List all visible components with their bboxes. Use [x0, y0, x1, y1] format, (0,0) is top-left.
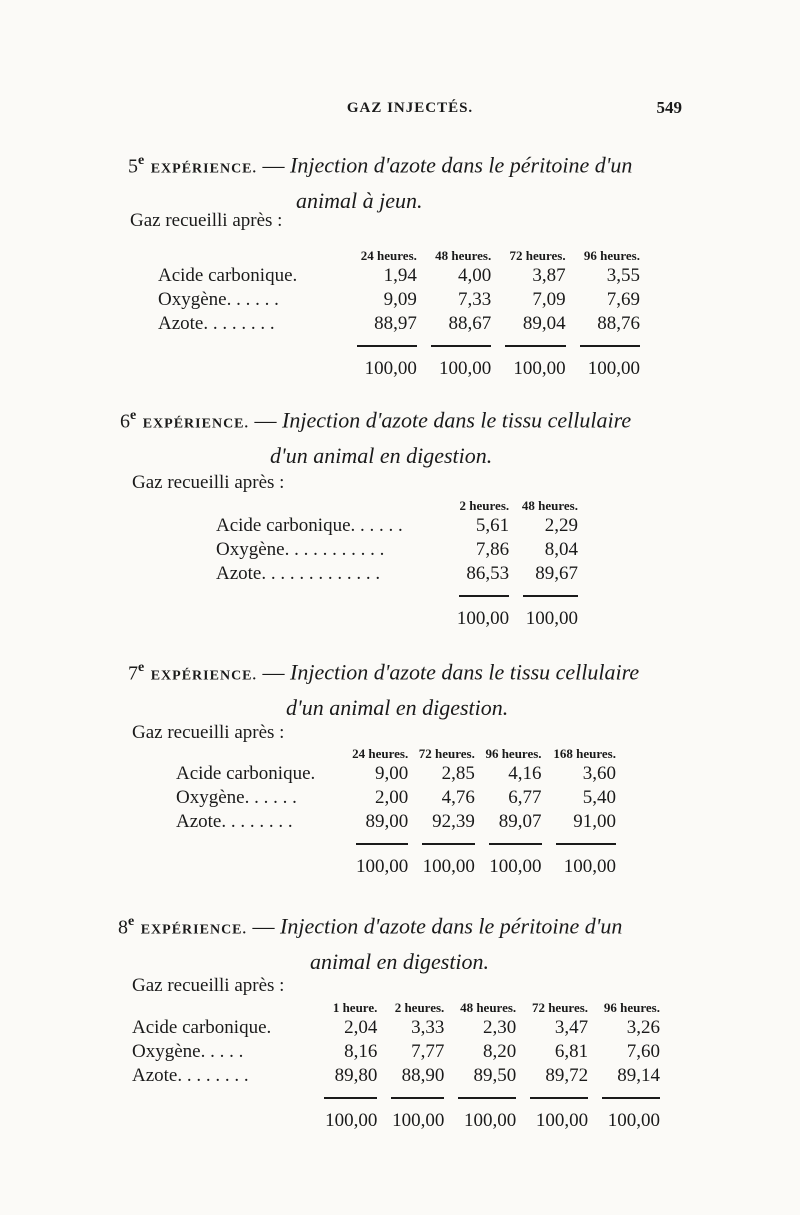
- table-row: [216, 538, 578, 562]
- experiment-description-line2: d'un animal en digestion.: [286, 695, 509, 721]
- gas-value: 86,53: [466, 563, 510, 584]
- gas-value: 8,04: [544, 539, 578, 560]
- sum-rule-line: [489, 843, 542, 845]
- rule-cell: [588, 1088, 660, 1102]
- total-value: 100,00: [456, 608, 510, 629]
- experiment-8-heading: [118, 906, 688, 978]
- sum-rule-row: [132, 1088, 660, 1102]
- column-header: 48 heures.: [521, 498, 578, 513]
- experiment-description-line1: Injection d'azote dans le péritoine d'un: [280, 913, 623, 939]
- gas-value: 88,76: [597, 313, 640, 334]
- gas-value: 88,67: [448, 313, 492, 334]
- column-header: 48 heures.: [460, 1000, 517, 1015]
- table-row: [158, 288, 640, 312]
- column-header: 2 heures.: [394, 1000, 445, 1015]
- em-dash: —: [262, 659, 285, 685]
- em-dash: —: [262, 152, 285, 178]
- rule-spacer: [216, 586, 445, 600]
- total-value: 100,00: [392, 1110, 445, 1131]
- rule-cell: [408, 834, 475, 848]
- column-header: 24 heures.: [360, 248, 417, 263]
- rule-spacer: [132, 1088, 310, 1102]
- gas-value: 5,61: [475, 515, 510, 536]
- totals-spacer: [216, 600, 445, 630]
- experiment-number: 5: [128, 155, 138, 178]
- sum-rule-line: [324, 1097, 377, 1099]
- total-value: 100,00: [607, 1110, 660, 1131]
- experiment-description-line1: Injection d'azote dans le péritoine d'un: [290, 152, 633, 178]
- experiment-number-suffix: e: [138, 660, 146, 675]
- sum-rule-line: [602, 1097, 660, 1099]
- total-value: 100,00: [463, 1110, 517, 1131]
- experiment-description-line2: animal en digestion.: [310, 949, 490, 975]
- experiment-6-heading: [120, 400, 690, 472]
- experiment-number-suffix: e: [130, 408, 138, 423]
- experiment-description-line1: Injection d'azote dans le tissu cellulaire: [290, 659, 640, 685]
- rule-cell: [566, 336, 640, 350]
- sum-rule-row: [216, 586, 578, 600]
- gas-table-experiment-5: [158, 244, 640, 380]
- header-spacer: [216, 494, 445, 514]
- gas-collected-label: Gaz recueilli après :: [132, 472, 285, 493]
- gas-collected-label: Gaz recueilli après :: [130, 210, 283, 231]
- rule-spacer: [158, 336, 343, 350]
- table-row: [216, 514, 578, 538]
- gas-value: 4,16: [508, 763, 542, 784]
- sum-rule-line: [357, 345, 417, 347]
- sum-rule-line: [580, 345, 640, 347]
- column-header: 72 heures.: [418, 746, 475, 761]
- table-row: [132, 1040, 660, 1064]
- gas-value: 89,14: [617, 1065, 660, 1086]
- gas-table-experiment-8: [132, 996, 660, 1132]
- em-dash: —: [254, 407, 277, 433]
- rule-spacer: [176, 834, 342, 848]
- gas-value: 4,76: [441, 787, 475, 808]
- gas-value: 7,60: [626, 1041, 660, 1062]
- gas-value: 89,04: [522, 313, 566, 334]
- sum-rule-line: [458, 1097, 516, 1099]
- gas-name: Oxygène. . . . . .: [176, 787, 297, 808]
- table-header-row: [176, 742, 616, 762]
- gas-collected-label: Gaz recueilli après :: [132, 975, 285, 996]
- totals-row: [216, 600, 578, 630]
- rule-cell: [542, 834, 616, 848]
- sum-rule-line: [356, 843, 409, 845]
- experiment-number: 7: [128, 662, 138, 685]
- page-number: 549: [656, 98, 682, 117]
- rule-cell: [509, 586, 578, 600]
- gas-value: 88,97: [374, 313, 417, 334]
- gas-value: 9,00: [374, 763, 409, 784]
- gas-value: 3,87: [532, 265, 566, 286]
- gas-value: 8,20: [482, 1041, 517, 1062]
- total-value: 100,00: [489, 856, 542, 877]
- gas-value: 7,86: [475, 539, 510, 560]
- gas-value: 89,50: [473, 1065, 517, 1086]
- total-value: 100,00: [422, 856, 475, 877]
- gas-value: 4,00: [458, 265, 492, 286]
- gas-value: 3,60: [582, 763, 616, 784]
- table-row: [176, 762, 616, 786]
- totals-spacer: [132, 1102, 310, 1132]
- rule-cell: [491, 336, 565, 350]
- gas-value: 9,09: [383, 289, 417, 310]
- gas-value: 3,47: [554, 1017, 589, 1038]
- em-dash: —: [252, 913, 275, 939]
- experiment-label: EXPÉRIENCE.: [150, 668, 258, 684]
- gas-value: 2,00: [374, 787, 409, 808]
- totals-row: [176, 848, 616, 878]
- total-value: 100,00: [364, 358, 417, 379]
- gas-value: 3,26: [626, 1017, 660, 1038]
- gas-value: 89,00: [365, 811, 409, 832]
- totals-spacer: [158, 350, 343, 380]
- sum-rule-line: [459, 595, 509, 597]
- table-row: [158, 312, 640, 336]
- totals-row: [158, 350, 640, 380]
- totals-row: [132, 1102, 660, 1132]
- experiment-description-line1: Injection d'azote dans le tissu cellulaire: [282, 407, 632, 433]
- experiment-7-heading: [128, 652, 688, 724]
- header-spacer: [176, 742, 342, 762]
- gas-value: 89,72: [545, 1065, 589, 1086]
- experiment-label: EXPÉRIENCE.: [140, 922, 248, 938]
- rule-cell: [310, 1088, 377, 1102]
- sum-rule-line: [391, 1097, 444, 1099]
- total-value: 100,00: [439, 358, 492, 379]
- gas-value: 88,90: [401, 1065, 445, 1086]
- experiment-5-heading: [128, 145, 688, 217]
- gas-collected-label: Gaz recueilli après :: [132, 722, 285, 743]
- column-header: 72 heures.: [509, 248, 566, 263]
- gas-name: Oxygène. . . . .: [132, 1041, 244, 1062]
- gas-value: 2,85: [441, 763, 475, 784]
- column-header: 24 heures.: [352, 746, 409, 761]
- gas-value: 7,69: [606, 289, 640, 310]
- column-header: 96 heures.: [485, 746, 542, 761]
- gas-name: Azote. . . . . . . .: [158, 313, 275, 334]
- gas-value: 8,16: [344, 1041, 378, 1062]
- total-value: 100,00: [513, 358, 566, 379]
- column-header: 168 heures.: [553, 746, 616, 761]
- rule-cell: [342, 834, 409, 848]
- rule-cell: [475, 834, 542, 848]
- gas-name: Oxygène. . . . . .: [158, 289, 279, 310]
- gas-value: 89,07: [498, 811, 542, 832]
- running-title: GAZ INJECTÉS.: [346, 100, 474, 116]
- gas-value: 7,09: [532, 289, 566, 310]
- column-header: 72 heures.: [531, 1000, 589, 1015]
- experiment-label: EXPÉRIENCE.: [142, 416, 250, 432]
- total-value: 100,00: [355, 856, 409, 877]
- total-value: 100,00: [535, 1110, 589, 1131]
- gas-value: 3,33: [411, 1017, 445, 1038]
- sum-rule-line: [431, 345, 491, 347]
- table-header-row: [216, 494, 578, 514]
- experiment-number: 6: [120, 410, 130, 433]
- gas-value: 1,94: [383, 265, 417, 286]
- totals-spacer: [176, 848, 342, 878]
- gas-value: 89,67: [535, 563, 578, 584]
- gas-value: 6,77: [508, 787, 542, 808]
- experiment-label: EXPÉRIENCE.: [150, 161, 258, 177]
- rule-cell: [377, 1088, 444, 1102]
- gas-value: 89,80: [334, 1065, 378, 1086]
- total-value: 100,00: [587, 358, 640, 379]
- sum-rule-row: [158, 336, 640, 350]
- gas-name: Acide carbonique. . . . . .: [216, 515, 403, 536]
- experiment-description-line2: animal à jeun.: [296, 188, 423, 214]
- gas-value: 6,81: [554, 1041, 589, 1062]
- table-row: [176, 786, 616, 810]
- gas-table-experiment-7: [176, 742, 616, 878]
- column-header: 2 heures.: [459, 498, 510, 513]
- table-row: [176, 810, 616, 834]
- rule-cell: [444, 1088, 516, 1102]
- gas-name: Acide carbonique.: [176, 763, 316, 784]
- column-header: 1 heure.: [332, 1000, 378, 1015]
- experiment-description-line2: d'un animal en digestion.: [270, 443, 493, 469]
- gas-name: Azote. . . . . . . .: [176, 811, 293, 832]
- rule-cell: [516, 1088, 588, 1102]
- total-value: 100,00: [525, 608, 578, 629]
- gas-value: 2,04: [344, 1017, 378, 1038]
- column-header: 48 heures.: [435, 248, 492, 263]
- sum-rule-line: [523, 595, 578, 597]
- table-header-row: [132, 996, 660, 1016]
- table-row: [158, 264, 640, 288]
- table-row: [132, 1016, 660, 1040]
- column-header: 96 heures.: [583, 248, 640, 263]
- gas-value: 2,30: [482, 1017, 517, 1038]
- sum-rule-line: [556, 843, 616, 845]
- experiment-number: 8: [118, 916, 128, 939]
- rule-cell: [343, 336, 417, 350]
- rule-cell: [445, 586, 509, 600]
- sum-rule-line: [530, 1097, 588, 1099]
- gas-name: Acide carbonique.: [132, 1017, 272, 1038]
- rule-cell: [417, 336, 491, 350]
- total-value: 100,00: [325, 1110, 378, 1131]
- gas-name: Oxygène. . . . . . . . . . .: [216, 539, 385, 560]
- gas-value: 7,77: [411, 1041, 445, 1062]
- experiment-number-suffix: e: [138, 153, 146, 168]
- experiment-number-suffix: e: [128, 914, 136, 929]
- gas-value: 5,40: [582, 787, 616, 808]
- sum-rule-row: [176, 834, 616, 848]
- table-row: [132, 1064, 660, 1088]
- gas-name: Azote. . . . . . . .: [132, 1065, 249, 1086]
- column-header: 96 heures.: [603, 1000, 660, 1015]
- gas-value: 91,00: [573, 811, 616, 832]
- gas-name: Acide carbonique.: [158, 265, 298, 286]
- sum-rule-line: [505, 345, 565, 347]
- header-spacer: [158, 244, 343, 264]
- gas-value: 2,29: [544, 515, 578, 536]
- gas-table-experiment-6: [216, 494, 578, 630]
- gas-name: Azote. . . . . . . . . . . . .: [216, 563, 381, 584]
- sum-rule-line: [422, 843, 475, 845]
- table-header-row: [158, 244, 640, 264]
- gas-value: 92,39: [432, 811, 475, 832]
- table-row: [216, 562, 578, 586]
- total-value: 100,00: [563, 856, 616, 877]
- header-spacer: [132, 996, 310, 1016]
- gas-value: 7,33: [458, 289, 492, 310]
- gas-value: 3,55: [606, 265, 640, 286]
